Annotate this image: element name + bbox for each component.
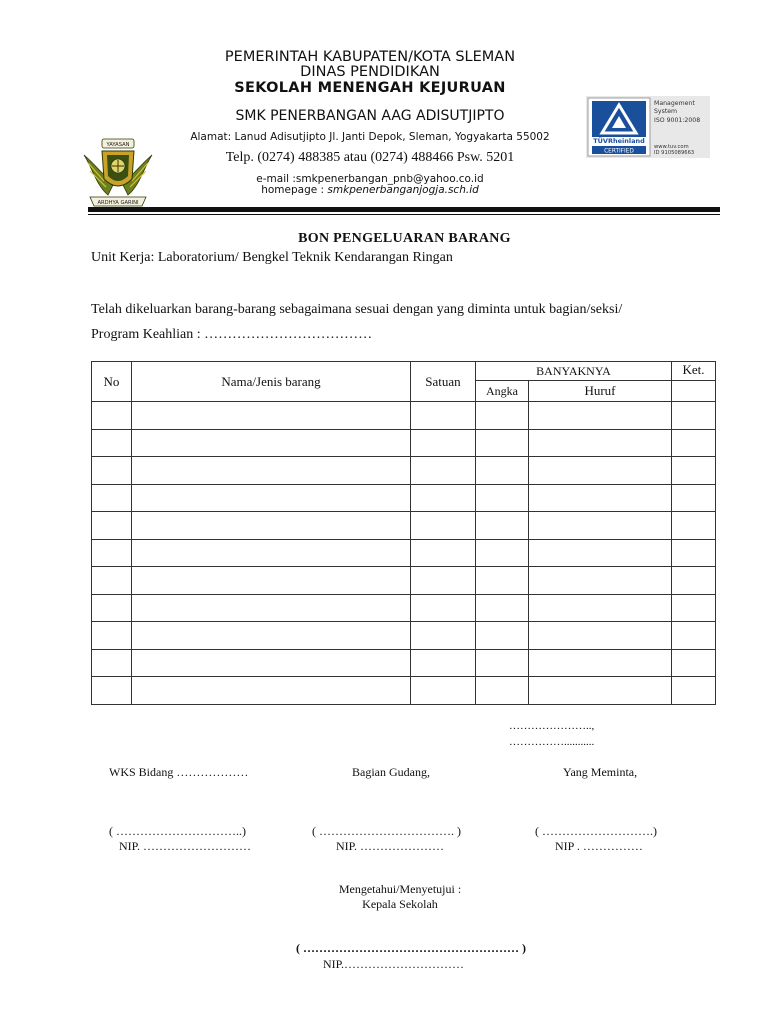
sig-wks-nip: NIP. ……………………… <box>119 839 252 853</box>
table-cell[interactable] <box>672 402 716 430</box>
header-divider-thin <box>88 214 720 215</box>
table-cell[interactable] <box>411 539 476 567</box>
date-place: ………………….., <box>509 720 595 732</box>
sig-head-nip: NIP.………………………… <box>323 957 465 971</box>
sig-gudang-nip: NIP. ………………… <box>336 839 445 853</box>
table-row <box>92 649 716 677</box>
table-cell[interactable] <box>476 622 529 650</box>
table-cell[interactable] <box>92 484 132 512</box>
table-cell[interactable] <box>672 594 716 622</box>
cert-badge: CERTIFIED <box>604 148 634 155</box>
logo-text-top: YAYASAN <box>106 142 130 148</box>
table-cell[interactable] <box>672 649 716 677</box>
table-cell[interactable] <box>132 622 411 650</box>
table-cell[interactable] <box>529 567 672 595</box>
table-cell[interactable] <box>672 567 716 595</box>
sig-wks-name: ( …………………………..) <box>109 824 246 838</box>
table-cell[interactable] <box>92 429 132 457</box>
sig-gudang-name: ( ……………………………. ) <box>312 824 461 838</box>
table-cell[interactable] <box>672 539 716 567</box>
header-unit: Satuan <box>411 362 476 402</box>
table-cell[interactable] <box>672 484 716 512</box>
table-cell[interactable] <box>529 402 672 430</box>
cert-web: www.tuv.com <box>654 144 689 150</box>
table-cell[interactable] <box>132 429 411 457</box>
table-row <box>92 594 716 622</box>
table-cell[interactable] <box>132 512 411 540</box>
table-cell[interactable] <box>92 649 132 677</box>
school-name: SMK PENERBANGAN AAG ADISUTJIPTO <box>235 108 505 124</box>
table-cell[interactable] <box>92 539 132 567</box>
program-keahlian: Program Keahlian : ……………………………… <box>91 327 373 342</box>
table-row <box>92 457 716 485</box>
table-cell[interactable] <box>672 457 716 485</box>
table-cell[interactable] <box>132 539 411 567</box>
header-quantity-number: Angka <box>476 381 529 402</box>
table-cell[interactable] <box>476 429 529 457</box>
table-cell[interactable] <box>411 512 476 540</box>
header-department: DINAS PENDIDIKAN <box>300 64 440 80</box>
table-cell[interactable] <box>132 457 411 485</box>
table-cell[interactable] <box>411 429 476 457</box>
table-cell[interactable] <box>132 567 411 595</box>
statement-text: Telah dikeluarkan barang-barang sebagaimana sesuai dengan yang diminta untuk bagian/seksi/ <box>91 302 623 317</box>
table-cell[interactable] <box>411 677 476 705</box>
header-divider <box>88 207 720 212</box>
table-row <box>92 567 716 595</box>
header-quantity: BANYAKNYA <box>476 362 672 381</box>
table-cell[interactable] <box>132 594 411 622</box>
table-cell[interactable] <box>672 429 716 457</box>
table-cell[interactable] <box>476 512 529 540</box>
homepage-url: smkpenerbanganjogja.sch.id <box>327 184 479 196</box>
table-cell[interactable] <box>672 677 716 705</box>
cert-title1: Management <box>654 100 695 107</box>
cert-title3: ISO 9001:2008 <box>654 117 701 124</box>
sig-peminta-nip: NIP . …………… <box>555 839 643 853</box>
cert-brand: TÜVRheinland <box>593 137 645 145</box>
table-row <box>92 429 716 457</box>
table-cell[interactable] <box>476 402 529 430</box>
table-cell[interactable] <box>476 594 529 622</box>
header-quantity-words: Huruf <box>529 381 672 402</box>
logo-text-bottom: ARDHYA GARINI <box>97 200 139 206</box>
header-name: Nama/Jenis barang <box>132 362 411 402</box>
table-cell[interactable] <box>529 457 672 485</box>
table-cell[interactable] <box>529 594 672 622</box>
table-cell[interactable] <box>132 402 411 430</box>
sig-approve-label: Mengetahui/Menyetujui : <box>338 882 462 896</box>
school-homepage <box>170 184 570 196</box>
table-cell[interactable] <box>529 649 672 677</box>
date-value: ……………........... <box>509 736 595 748</box>
table-cell[interactable] <box>411 484 476 512</box>
table-cell[interactable] <box>92 567 132 595</box>
sig-peminta-label: Yang Meminta, <box>563 765 638 779</box>
table-cell[interactable] <box>92 677 132 705</box>
table-row <box>92 484 716 512</box>
table-cell[interactable] <box>529 484 672 512</box>
table-cell[interactable] <box>411 457 476 485</box>
header-note-sub <box>672 381 716 402</box>
table-row <box>92 539 716 567</box>
table-cell[interactable] <box>411 622 476 650</box>
items-table <box>91 361 716 705</box>
header-note: Ket. <box>672 362 716 381</box>
sig-wks-label: WKS Bidang ……………… <box>109 765 249 779</box>
school-email: e-mail :smkpenerbangan_pnb@yahoo.co.id <box>256 173 484 185</box>
table-cell[interactable] <box>411 402 476 430</box>
table-cell[interactable] <box>529 539 672 567</box>
table-cell[interactable] <box>529 677 672 705</box>
header-no: No <box>92 362 132 402</box>
table-row <box>92 622 716 650</box>
table-cell[interactable] <box>411 594 476 622</box>
form-title: BON PENGELUARAN BARANG <box>298 231 511 246</box>
table-cell[interactable] <box>476 539 529 567</box>
table-cell[interactable] <box>92 622 132 650</box>
table-cell[interactable] <box>92 457 132 485</box>
table-cell[interactable] <box>92 402 132 430</box>
header-government: PEMERINTAH KABUPATEN/KOTA SLEMAN <box>224 49 516 65</box>
unit-kerja: Unit Kerja: Laboratorium/ Bengkel Teknik Kendarangan Ringan <box>91 250 453 265</box>
table-cell[interactable] <box>132 649 411 677</box>
table-cell[interactable] <box>529 429 672 457</box>
table-cell[interactable] <box>476 567 529 595</box>
homepage-label: homepage : <box>261 184 328 196</box>
table-cell[interactable] <box>476 649 529 677</box>
table-cell[interactable] <box>529 622 672 650</box>
table-row <box>92 512 716 540</box>
table-cell[interactable] <box>476 484 529 512</box>
sig-gudang-label: Bagian Gudang, <box>352 765 430 779</box>
table-cell[interactable] <box>411 567 476 595</box>
cert-title2: System <box>654 108 678 115</box>
school-logo <box>78 133 158 213</box>
table-row <box>92 402 716 430</box>
table-cell[interactable] <box>529 512 672 540</box>
header-school-type: SEKOLAH MENENGAH KEJURUAN <box>234 80 506 96</box>
table-cell[interactable] <box>672 622 716 650</box>
sig-head-label: Kepala Sekolah <box>362 897 438 911</box>
table-cell[interactable] <box>411 649 476 677</box>
iso-certificate-badge <box>586 96 710 158</box>
table-cell[interactable] <box>476 457 529 485</box>
school-address: Alamat: Lanud Adisutjipto Jl. Janti Depok, Sleman, Yogyakarta 55002 <box>190 131 550 143</box>
table-cell[interactable] <box>476 677 529 705</box>
table-cell[interactable] <box>132 484 411 512</box>
sig-head-name: ( ……………………………………………… ) <box>296 941 526 955</box>
table-cell[interactable] <box>672 512 716 540</box>
sig-peminta-name: ( ……………………….) <box>535 824 657 838</box>
table-cell[interactable] <box>132 677 411 705</box>
table-row <box>92 677 716 705</box>
table-cell[interactable] <box>92 512 132 540</box>
table-cell[interactable] <box>92 594 132 622</box>
cert-id: ID 9105089663 <box>654 150 695 156</box>
school-phone: Telp. (0274) 488385 atau (0274) 488466 Psw. 5201 <box>225 150 515 165</box>
